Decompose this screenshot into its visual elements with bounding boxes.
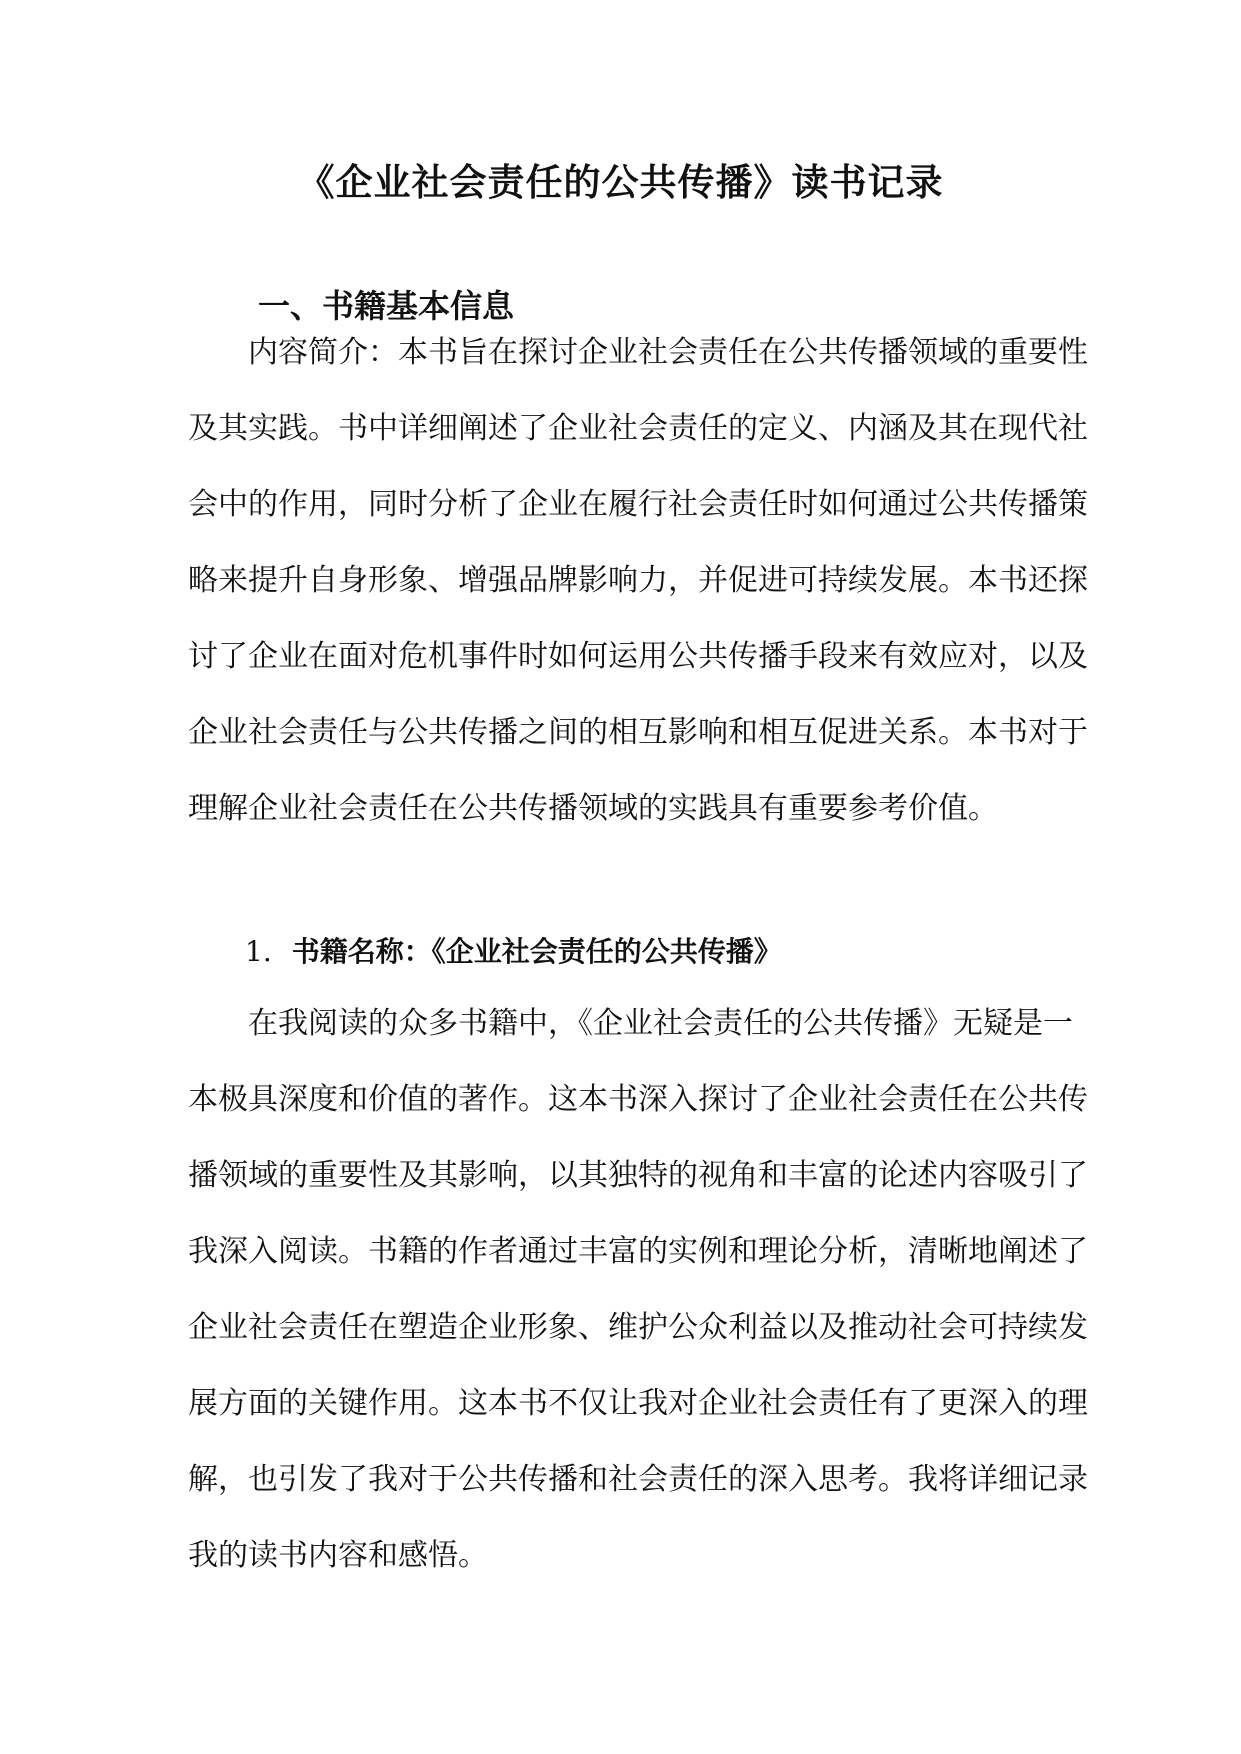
- subsection-heading-book-name: [245, 930, 782, 970]
- paragraph-line: 讨了企业在面对危机事件时如何运用公共传播手段来有效应对，以及: [188, 639, 1088, 674]
- document-title: 《企业社会责任的公共传播》读书记录: [297, 160, 944, 204]
- paragraph-line: 播领域的重要性及其影响，以其独特的视角和丰富的论述内容吸引了: [188, 1158, 1088, 1193]
- subsection-number: 1.: [245, 935, 272, 968]
- paragraph-line: 企业社会责任与公共传播之间的相互影响和相互促进关系。本书对于: [188, 715, 1088, 750]
- section-heading-basic-info: 一、书籍基本信息: [258, 287, 515, 325]
- paragraph-line: 展方面的关键作用。这本书不仅让我对企业社会责任有了更深入的理: [188, 1386, 1088, 1421]
- paragraph-line: 略来提升自身形象、增强品牌影响力，并促进可持续发展。本书还探: [188, 563, 1088, 598]
- subsection-heading-text: 书籍名称：《企业社会责任的公共传播》: [291, 935, 782, 968]
- paragraph-line: 会中的作用，同时分析了企业在履行社会责任时如何通过公共传播策: [188, 487, 1088, 522]
- paragraph-line: 理解企业社会责任在公共传播领域的实践具有重要参考价值。: [188, 791, 998, 826]
- paragraph-line: 在我阅读的众多书籍中，《企业社会责任的公共传播》无疑是一: [248, 1006, 1073, 1041]
- paragraph-line: 内容简介：本书旨在探讨企业社会责任在公共传播领域的重要性: [248, 335, 1088, 370]
- paragraph-line: 我的读书内容和感悟。: [188, 1538, 488, 1573]
- paragraph-line: 企业社会责任在塑造企业形象、维护公众利益以及推动社会可持续发: [188, 1310, 1088, 1345]
- paragraph-line: 解，也引发了我对于公共传播和社会责任的深入思考。我将详细记录: [188, 1462, 1088, 1497]
- paragraph-line: 及其实践。书中详细阐述了企业社会责任的定义、内涵及其在现代社: [188, 411, 1088, 446]
- paragraph-line: 本极具深度和价值的著作。这本书深入探讨了企业社会责任在公共传: [188, 1082, 1088, 1117]
- paragraph-line: 我深入阅读。书籍的作者通过丰富的实例和理论分析，清晰地阐述了: [188, 1234, 1088, 1269]
